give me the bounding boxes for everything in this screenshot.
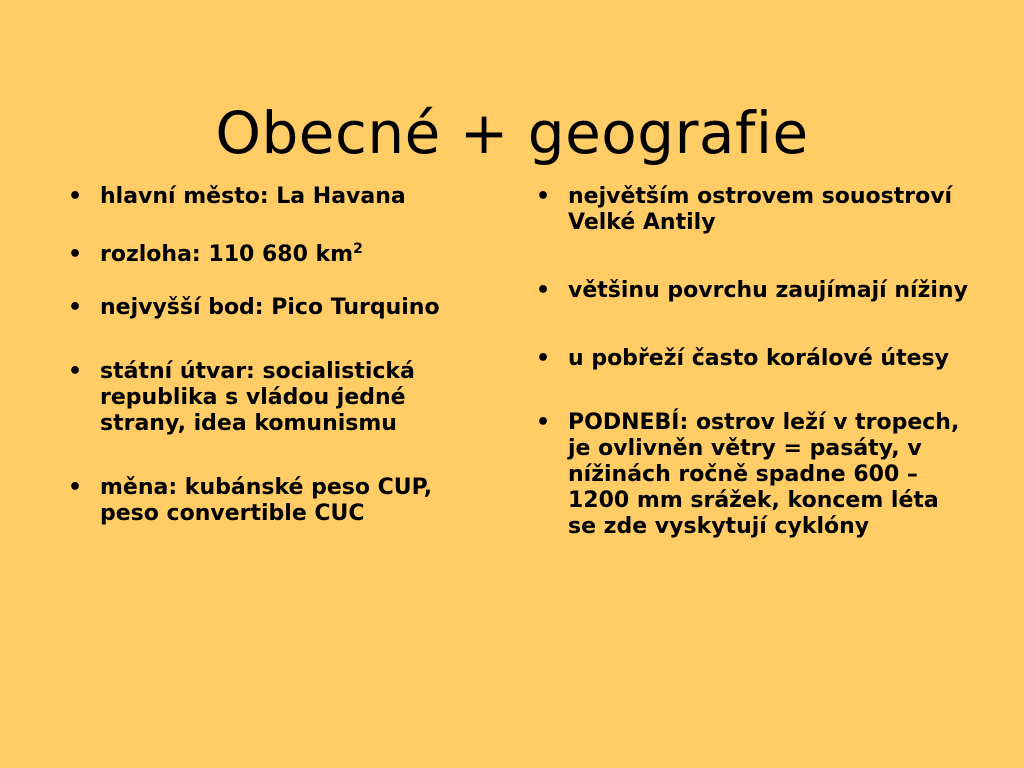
list-item — [530, 410, 970, 540]
bullet-icon: • — [536, 346, 551, 371]
superscript: 2 — [353, 241, 363, 257]
list-item — [62, 242, 492, 268]
list-item-text: u pobřeží často korálové útesy — [568, 346, 949, 371]
bullet-icon: • — [68, 184, 83, 209]
list-item — [62, 295, 492, 321]
list-item-text: hlavní město: La Havana — [100, 184, 406, 209]
list-item — [530, 184, 970, 236]
list-item-text: většinu povrchu zaujímají nížiny — [568, 278, 968, 303]
bullet-icon: • — [68, 295, 83, 320]
bullet-icon: • — [536, 410, 551, 435]
list-item-text: rozloha: 110 680 km — [100, 242, 354, 267]
list-item — [62, 475, 492, 527]
bullet-icon: • — [68, 242, 83, 267]
list-item-text: měna: kubánské peso CUP, peso convertible CUC — [100, 475, 433, 526]
bullet-icon: • — [536, 278, 551, 303]
list-item-text: největším ostrovem souostroví Velké Antily — [568, 184, 953, 235]
list-item — [530, 278, 970, 304]
bullet-icon: • — [536, 184, 551, 209]
right-bullet-list — [530, 184, 970, 540]
bullet-icon: • — [68, 475, 83, 500]
left-bullet-list — [62, 184, 492, 527]
bullet-icon: • — [68, 359, 83, 384]
list-item-text: PODNEBÍ: ostrov leží v tropech, je ovlivněn větry = pasáty, v nížinách ročně spadne 600 – 1200 mm srážek, koncem léta se zde vyskytují cyklóny — [568, 410, 960, 539]
list-item — [530, 346, 970, 372]
list-item — [62, 359, 492, 437]
list-item — [62, 184, 492, 210]
list-item-text: nejvyšší bod: Pico Turquino — [100, 295, 440, 320]
slide-title: Obecné + geografie — [215, 98, 809, 167]
list-item-text: státní útvar: socialistická republika s vládou jedné strany, idea komunismu — [100, 359, 415, 436]
